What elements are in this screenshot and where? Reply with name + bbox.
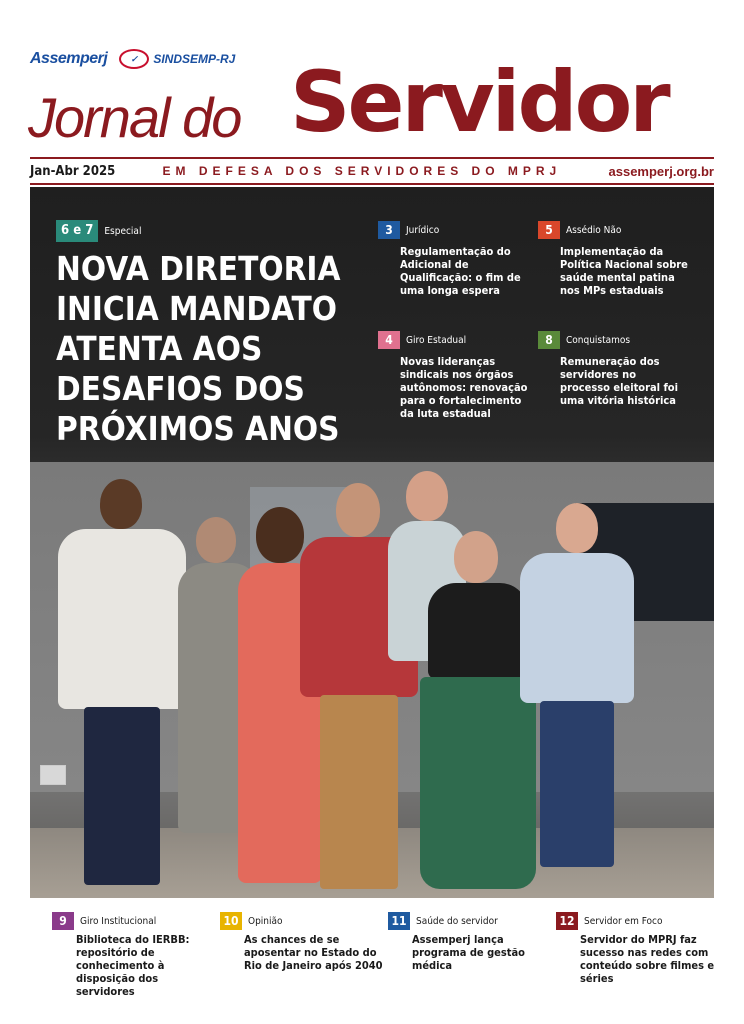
sindsemp-emblem-icon: ✓ (119, 49, 149, 69)
story-headline: Regulamentação do Adicional de Qualificação: o fim de uma longa espera (400, 245, 521, 297)
main-headline[interactable]: NOVA DIRETORIA INICIA MANDATO ATENTA AOS DESAFIOS DOS PRÓXIMOS ANOS (56, 249, 341, 448)
story-section: Servidor em Foco (584, 915, 663, 927)
story-headline: Assemperj lança programa de gestão médica (412, 933, 525, 972)
story-page-number: 4 (378, 331, 400, 349)
bottom-stories (52, 912, 724, 1012)
story-headline: Servidor do MPRJ faz sucesso nas redes com conteúdo sobre filmes e séries (580, 933, 715, 985)
title-bold: Servidor (290, 53, 668, 151)
info-strip (30, 159, 714, 183)
newspaper-title (28, 54, 718, 154)
cover-photo (30, 187, 714, 898)
divider-bottom (30, 183, 714, 185)
main-story-pages: 6 e 7 (56, 220, 98, 242)
story-headline: Implementação da Política Nacional sobre saúde mental patina nos MPs estaduais (560, 245, 688, 297)
assemperj-logo: Assemperj (30, 50, 108, 67)
story-section: Jurídico (406, 224, 440, 236)
story-headline: Remuneração dos servidores no processo eleitoral foi uma vitória histórica (560, 355, 678, 407)
story-servidor-em-foco[interactable] (556, 912, 724, 1012)
title-light: Jornal do (28, 86, 241, 149)
story-saude[interactable] (388, 912, 556, 1012)
story-page-number: 5 (538, 221, 560, 239)
motto: EM DEFESA DOS SERVIDORES DO MPRJ (162, 164, 562, 178)
issue-date: Jan-Abr 2025 (30, 163, 116, 179)
story-section: Assédio Não (566, 224, 622, 236)
main-story-section: Especial (104, 225, 142, 237)
website-link[interactable]: assemperj.org.br (608, 163, 714, 179)
story-section: Conquistamos (566, 334, 631, 346)
story-page-number: 12 (556, 912, 578, 930)
story-page-number: 9 (52, 912, 74, 930)
story-juridico[interactable] (378, 221, 528, 297)
story-headline: Novas lideranças sindicais nos órgãos autônomos: renovação para o fortalecimento da luta estadual (400, 355, 528, 420)
story-giro-estadual[interactable] (378, 331, 528, 420)
story-conquistamos[interactable] (538, 331, 688, 407)
person-1 (52, 479, 192, 889)
story-section: Opinião (248, 915, 283, 927)
story-page-number: 3 (378, 221, 400, 239)
story-page-number: 10 (220, 912, 242, 930)
main-story-tag (56, 220, 141, 242)
story-headline: As chances de se aposentar no Estado do Rio de Janeiro após 2040 (244, 933, 383, 972)
story-giro-institucional[interactable] (52, 912, 220, 1012)
sindsemp-logo: ✓ SINDSEMP-RJ (119, 49, 235, 69)
story-section: Giro Institucional (80, 915, 157, 927)
story-page-number: 8 (538, 331, 560, 349)
story-page-number: 11 (388, 912, 410, 930)
story-section: Giro Estadual (406, 334, 467, 346)
person-7 (516, 503, 638, 873)
story-section: Saúde do servidor (416, 915, 498, 927)
story-opiniao[interactable] (220, 912, 388, 1012)
story-assedio[interactable] (538, 221, 688, 297)
story-headline: Biblioteca do IERBB: repositório de conhecimento à disposição dos servidores (76, 933, 190, 998)
